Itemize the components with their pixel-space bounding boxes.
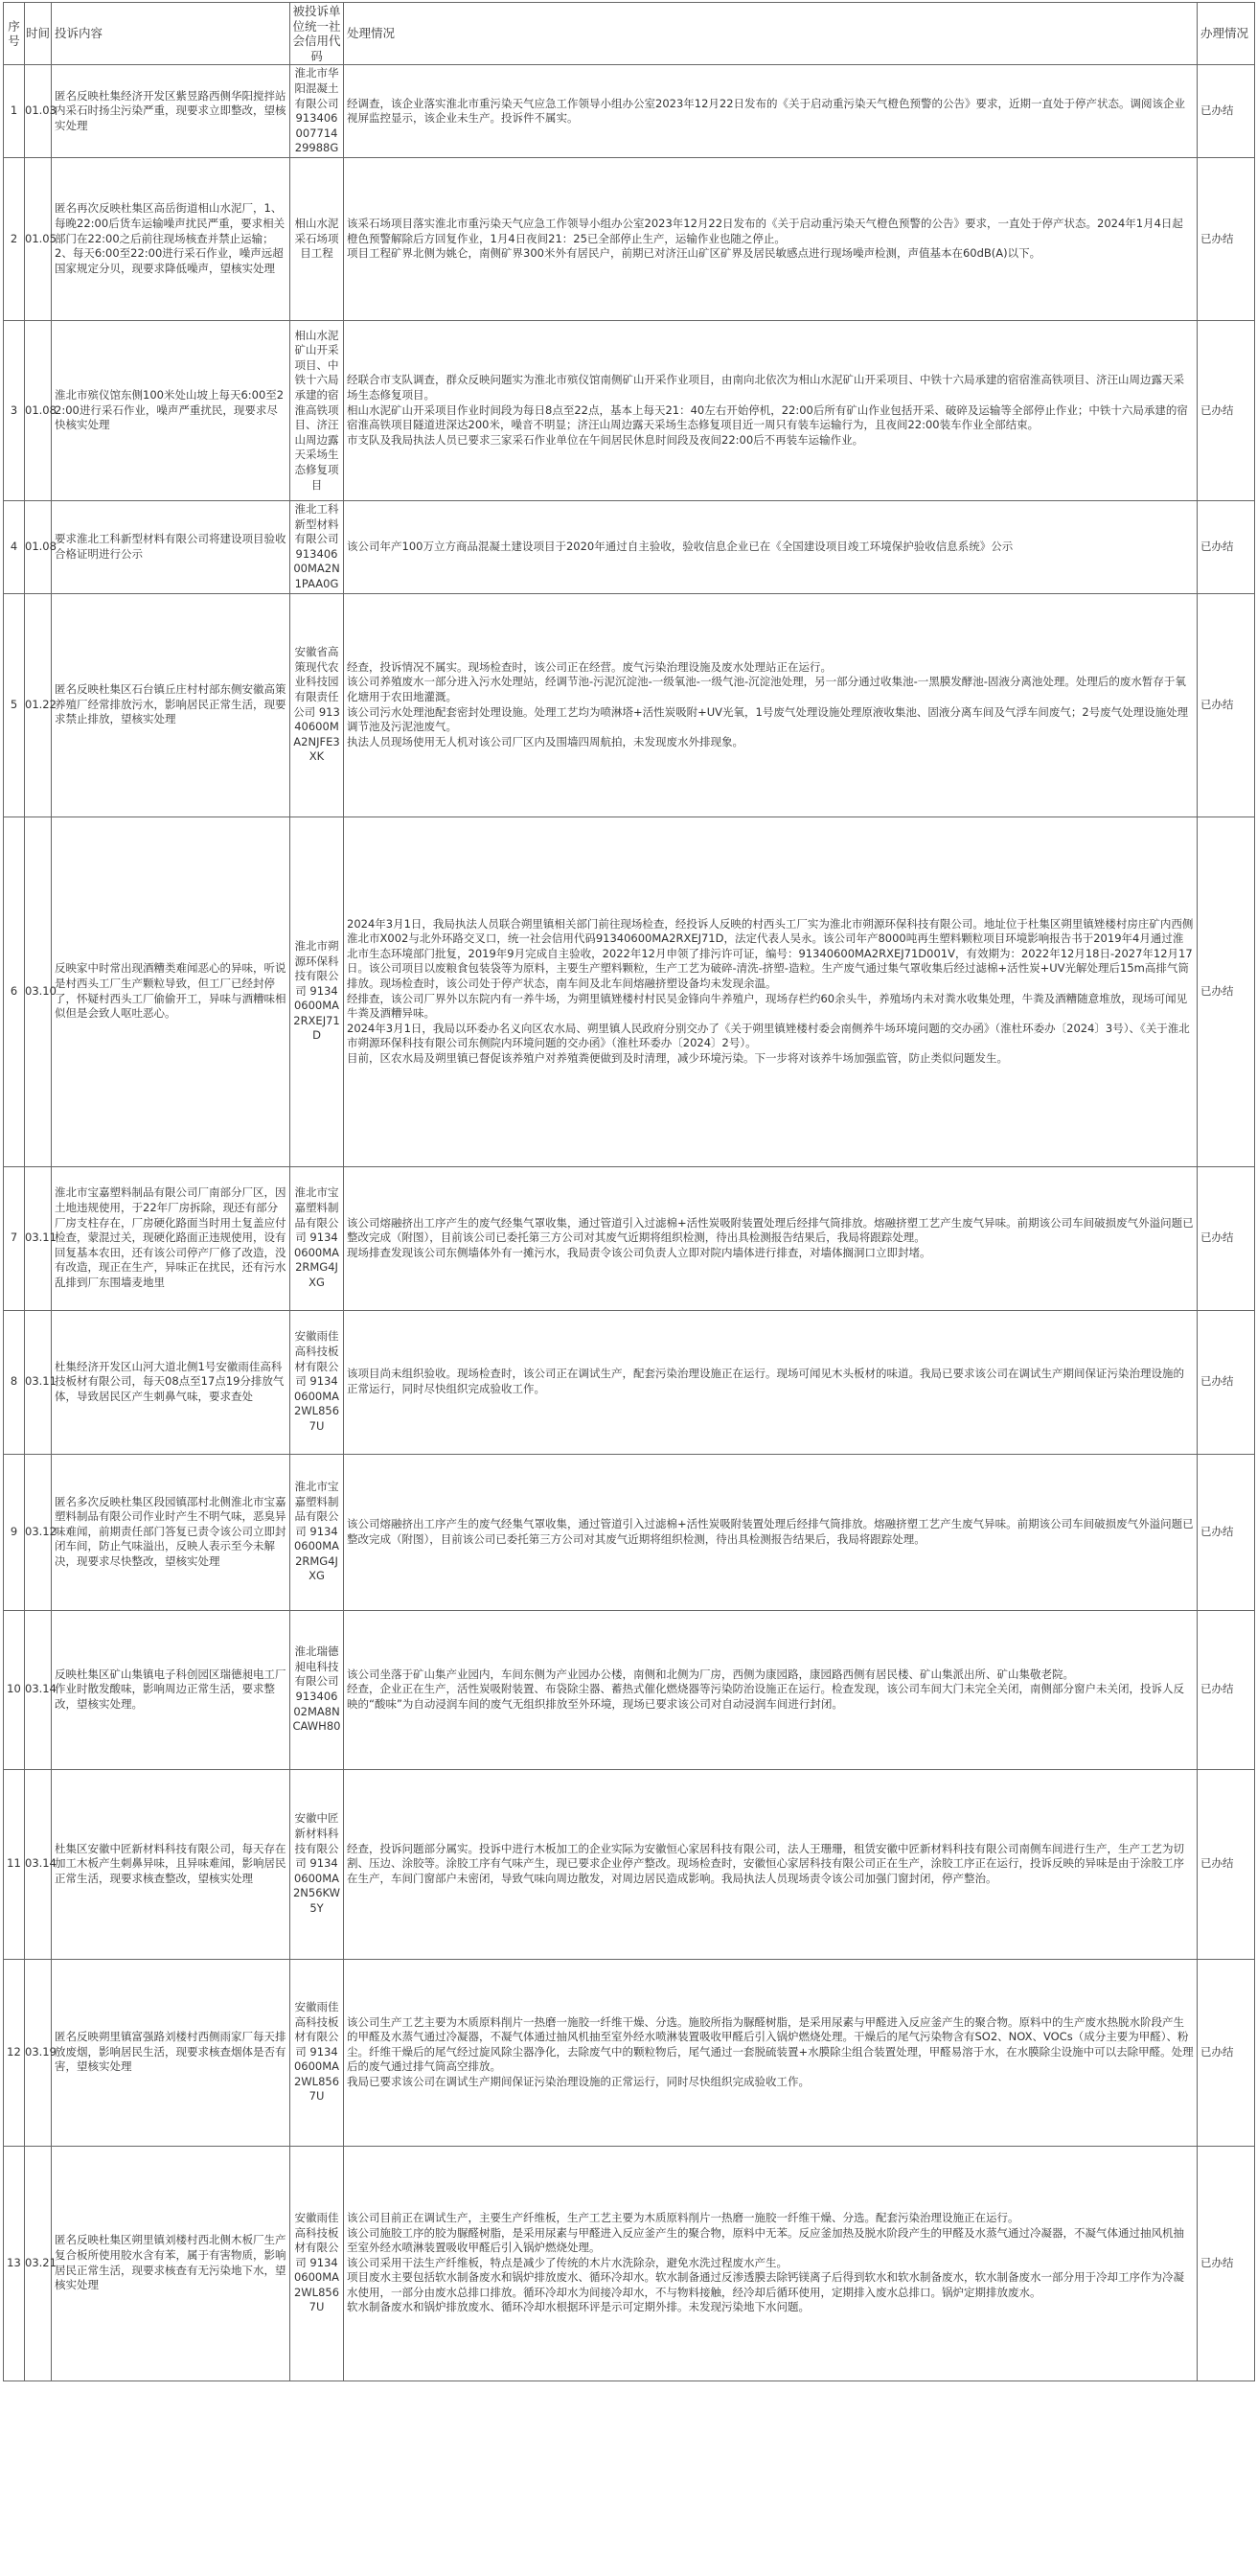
handling-details <box>344 320 1198 500</box>
handling-paragraph: 执法人员现场使用无人机对该公司厂区内及围墙四周航拍，未发现废水外排现象。 <box>347 734 743 748</box>
handling-paragraph: 软水制备废水和锅炉排放废水、循环冷却水根据环评是示可定期外排。未发现污染地下水问题。 <box>347 2300 810 2314</box>
handling-details <box>344 500 1198 593</box>
row-date: 01.05 <box>25 157 52 320</box>
row-date: 03.12 <box>25 1454 52 1610</box>
handling-details <box>344 593 1198 816</box>
status-completed: 已办结 <box>1198 1310 1255 1454</box>
row-date: 01.08 <box>25 500 52 593</box>
status-completed: 已办结 <box>1198 1959 1255 2146</box>
row-number: 8 <box>4 1310 25 1454</box>
handling-paragraph: 该公司目前正在调试生产，主要生产纤维板，生产工艺主要为木质原料削片一热磨一施胶一纤维干燥、分选。配套污染治理设施正在运行。 <box>347 2210 1019 2224</box>
row-number: 5 <box>4 593 25 816</box>
complaint-content: 淮北市殡仪馆东侧100米处山坡上每天6:00至22:00进行采石作业，噪声严重扰民，现要求尽快核实处理 <box>52 320 290 500</box>
table-row <box>4 1310 1255 1454</box>
handling-details <box>344 1610 1198 1769</box>
row-number: 11 <box>4 1769 25 1959</box>
table-row <box>4 65 1255 158</box>
row-number: 12 <box>4 1959 25 2146</box>
complaint-content: 匿名反映杜集区朔里镇刘楼村西北侧木板厂生产复合板所使用胶水含有苯，属于有害物质，影响居民正常生活，现要求核查有无污染地下水，望核实处理 <box>52 2146 290 2380</box>
handling-details <box>344 2146 1198 2380</box>
header-status: 办理情况 <box>1198 3 1255 65</box>
complained-unit: 相山水泥矿山开采项目、中铁十六局承建的宿淮高铁项目、济汪山周边露天采场生态修复项目 <box>290 320 344 500</box>
table-row <box>4 593 1255 816</box>
row-date: 03.10 <box>25 816 52 1166</box>
complained-unit: 淮北瑞德昶电科技有限公司 91340602MA8NCAWH80 <box>290 1610 344 1769</box>
handling-paragraph: 该公司熔融挤出工序产生的废气经集气罩收集，通过管道引入过滤棉+活性炭吸附装置处理后经排气筒排放。熔融挤塑工艺产生废气异味。前期该公司车间破损废气外溢问题已整改完成（附图），目前该公司已委托第三方公司对其废气近期将组织检测，待出具检测报告结果后，我局将跟踪处理。 <box>347 1516 1194 1546</box>
status-completed: 已办结 <box>1198 1610 1255 1769</box>
row-number: 9 <box>4 1454 25 1610</box>
handling-paragraph: 该公司污水处理池配套密封处理设施。处理工艺均为喷淋塔+活性炭吸附+UV光氧，1号废气处理设施处理原液收集池、固液分离车间及气浮车间废气；2号废气处理设施处理调节池及污泥池废气。 <box>347 704 1189 734</box>
row-number: 6 <box>4 816 25 1166</box>
row-date: 03.11 <box>25 1310 52 1454</box>
header-content: 投诉内容 <box>52 3 290 65</box>
row-number: 7 <box>4 1166 25 1310</box>
handling-paragraph: 该采石场项目落实淮北市重污染天气应急工作领导小组办公室2023年12月22日发布的《关于启动重污染天气橙色预警的公告》要求，一直处于停产状态。2024年1月4日起橙色预警解除后方回复作业，1月4日夜间21：25已全部停止生产，运输作业也随之停止。 <box>347 217 1183 245</box>
complained-unit: 安徽雨佳高科技板材有限公司 91340600MA2WL8567U <box>290 1310 344 1454</box>
handling-paragraph: 2024年3月1日，我局以环委办名义向区农水局、朔里镇人民政府分别交办了《关于朔里镇矬楼村委会南侧养牛场环境问题的交办函》（淮杜环委办〔2024〕3号）、《关于淮北市朔源环保科技有限公司东侧院内环境问题的交办函》（淮杜环委办〔2024〕2号）。 <box>347 1021 1190 1050</box>
handling-paragraph: 我局已要求该公司在调试生产期间保证污染治理设施的正常运行，同时尽快组织完成验收工作。 <box>347 2074 810 2088</box>
row-number: 4 <box>4 500 25 593</box>
status-completed: 已办结 <box>1198 816 1255 1166</box>
complaint-content: 反映杜集区矿山集镇电子科创园区瑞德昶电工厂作业时散发酸味，影响周边正常生活，要求整改，望核实处理。 <box>52 1610 290 1769</box>
complained-unit: 安徽雨佳高科技板材有限公司 91340600MA2WL8567U <box>290 2146 344 2380</box>
handling-details <box>344 1454 1198 1610</box>
row-number: 3 <box>4 320 25 500</box>
complained-unit: 淮北工科新型材料有限公司 91340600MA2N1PAA0G <box>290 500 344 593</box>
row-number: 13 <box>4 2146 25 2380</box>
handling-paragraph: 经排查，该公司厂界外以东院内有一养牛场，为朔里镇矬楼村村民吴金锋向牛养殖户，现场存栏约60余头牛，养殖场内未对粪水收集处理，牛粪及酒糟随意堆放，现场可闻见牛粪及酒糟异味。 <box>347 991 1188 1021</box>
table-row <box>4 1166 1255 1310</box>
handling-paragraph: 2024年3月1日，我局执法人员联合朔里镇相关部门前往现场检查，经投诉人反映的村西头工厂实为淮北市朔源环保科技有限公司。地址位于杜集区朔里镇矬楼村房庄矿内西侧淮北市X002与北外环路交叉口，统一社会信用代码91340600MA2RXEJ71D，法定代表人吴永。该公司年产8000吨再生塑料颗粒项目环境影响报告书于2019年4月通过淮北市生态环境部门批复，2019年9月完成自主验收，2022年12月申领了排污许可证，编号：91340600MA2RXEJ71D001V，有效期为：2022年12月18日-2027年12月17日。该公司项目以废粮食包装袋等为原料，主要生产塑料颗粒，生产工艺为破碎-清洗-挤塑-造粒。生产废气通过集气罩收集后经过滤棉+活性炭+UV光解处理后15m高排气筒排放。现场检查时，该公司处于停产状态，南车间及北车间熔融挤塑设备均未发现余温。 <box>347 916 1194 990</box>
complaint-content: 要求淮北工科新型材料有限公司将建设项目验收合格证明进行公示 <box>52 500 290 593</box>
table-row <box>4 2146 1255 2380</box>
handling-paragraph: 该公司施胶工序的胶为脲醛树脂，是采用尿素与甲醛进入反应釜产生的聚合物，原料中无苯。反应釜加热及脱水阶段产生的甲醛及水蒸气通过冷凝器，不凝气体通过抽风机抽至室外经水喷淋装置吸收甲醛后引入锅炉燃烧处理。 <box>347 2225 1184 2255</box>
handling-paragraph: 相山水泥矿山开采项目作业时间段为每日8点至22点，基本上每天21：40左右开始停机，22:00后所有矿山作业包括开采、破碎及运输等全部停止作业；中铁十六局承建的宿宿淮高铁项目隧道进深达200米，噪音不明显；济汪山周边露天采场生态修复项目近一周只有装车运输行为，且夜间22:00装车作业全部结束。 <box>347 402 1188 432</box>
handling-paragraph: 经查，企业正在生产，活性炭吸附装置、布袋除尘器、蓄热式催化燃烧器等污染防治设施正在运行。检查发现，该公司车间大门未完全关闭，南侧部分窗户未关闭，投诉人反映的“酸味”为自动浸润车间的废气无组织排放至外环境，现场已要求该公司对自动浸润车间进行封闭。 <box>347 1682 1184 1711</box>
complaint-content: 匿名多次反映杜集区段园镇邵村北侧淮北市宝嘉塑料制品有限公司作业时产生不明气味，恶臭异味难闻，前期责任部门答复已责令该公司立即封闭车间，防止气味溢出，反映人表示至今未解决，现要求尽快整改，望核实处理 <box>52 1454 290 1610</box>
row-date: 03.14 <box>25 1610 52 1769</box>
complained-unit: 安徽省高策现代农业科技园有限责任公司 91340600MA2NJFE3XK <box>290 593 344 816</box>
handling-details <box>344 157 1198 320</box>
status-completed: 已办结 <box>1198 2146 1255 2380</box>
complaint-content: 杜集经济开发区山河大道北侧1号安徽雨佳高科技板材有限公司，每天08点至17点19分排放气体，导致居民区产生刺鼻气味，要求查处 <box>52 1310 290 1454</box>
table-row <box>4 320 1255 500</box>
table-row <box>4 816 1255 1166</box>
handling-details <box>344 1769 1198 1959</box>
handling-details <box>344 1166 1198 1310</box>
complaint-content: 匿名反映杜集区石台镇丘庄村村部东侧安徽高策养殖厂经常排放污水，影响居民正常生活，现要求禁止排放，望核实处理 <box>52 593 290 816</box>
handling-paragraph: 目前，区农水局及朔里镇已督促该养殖户对养殖粪便做到及时清理，减少环境污染。下一步将对该养牛场加强监管，防止类似问题发生。 <box>347 1050 1008 1065</box>
row-date: 03.21 <box>25 2146 52 2380</box>
complaint-content: 杜集区安徽中匠新材料科技有限公司，每天存在加工木板产生刺鼻异味，且异味难闻，影响居民正常生活，现要求核查整改，望核实处理 <box>52 1769 290 1959</box>
complained-unit: 安徽雨佳高科技板材有限公司 91340600MA2WL8567U <box>290 1959 344 2146</box>
row-date: 01.22 <box>25 593 52 816</box>
status-completed: 已办结 <box>1198 500 1255 593</box>
complaint-content: 匿名反映朔里镇富强路刘楼村西侧雨家厂每天排放废烟，影响居民生活，现要求核查烟体是否有害，望核实处理 <box>52 1959 290 2146</box>
table-row <box>4 1769 1255 1959</box>
status-completed: 已办结 <box>1198 593 1255 816</box>
table-row <box>4 500 1255 593</box>
complaint-content: 淮北市宝嘉塑料制品有限公司厂南部分厂区，因土地违规使用，于22年厂房拆除，现还有部分厂房支柱存在，厂房硬化路面当时用土复盖应付检查，蒙混过关，现硬化路面正违规使用，设有回复基本农田，还有该公司停产厂修了改造，没有改造，现正在生产，异味正在扰民，还有污水乱排到厂东围墙麦地里 <box>52 1166 290 1310</box>
handling-paragraph: 该公司采用干法生产纤维板，特点是减少了传统的木片水洗除杂，避免水洗过程废水产生。 <box>347 2255 788 2269</box>
header-no: 序号 <box>4 3 25 65</box>
handling-paragraph: 该公司坐落于矿山集产业园内，车间东侧为产业园办公楼，南侧和北侧为厂房，西侧为康园路，康园路西侧有居民楼、矿山集派出所、矿山集敬老院。 <box>347 1667 1074 1681</box>
handling-details <box>344 816 1198 1166</box>
handling-paragraph: 项目废水主要包括软水制备废水和锅炉排放废水、循环冷却水。软水制备通过反渗透膜去除钙镁离子后得到软水和软水制备废水，软水制备废水一部分用于冷却工序作为冷凝水使用，一部分由废水总排口排放。循环冷却水为间接冷却水，不与物料接触，经冷却后循环使用，定期排入废水总排口。锅炉定期排放废水。 <box>347 2270 1184 2299</box>
row-date: 03.19 <box>25 1959 52 2146</box>
handling-paragraph: 该公司年产100万立方商品混凝土建设项目于2020年通过自主验收，验收信息企业已在《全国建设项目竣工环境保护验收信息系统》公示 <box>347 539 1014 553</box>
handling-paragraph: 该公司熔融挤出工序产生的废气经集气罩收集，通过管道引入过滤棉+活性炭吸附装置处理后经排气筒排放。熔融挤塑工艺产生废气异味。前期该公司车间破损废气外溢问题已整改完成（附图），目前该公司已委托第三方公司对其废气近期将组织检测，待出具检测报告结果后，我局将跟踪处理。 <box>347 1215 1194 1245</box>
row-date: 01.03 <box>25 65 52 158</box>
handling-paragraph: 该公司生产工艺主要为木质原料削片一热磨一施胶一纤维干燥、分选。施胶所指为脲醛树脂，是采用尿素与甲醛进入反应釜产生的聚合物。原料中的生产废水热脱水阶段产生的甲醛及水蒸气通过冷凝器，不凝气体通过抽风机抽至室外经水喷淋装置吸收甲醛后引入锅炉燃烧处理。干燥后的尾气污染物含有SO2、NOX、VOCs（成分主要为甲醛）、粉尘。纤维干燥后的尾气经过旋风除尘器净化，去除废气中的颗粒物后，尾气通过一套脱硫装置+水膜除尘组合装置处理，甲醛易溶于水，在水膜除尘设施中可以去除甲醛。处理后的废气通过排气筒高空排放。 <box>347 2014 1194 2074</box>
handling-paragraph: 该公司养殖废水一部分进入污水处理站，经调节池-污泥沉淀池-一级氧池-一级气池-沉淀池处理，另一部分通过收集池-一黑膜发酵池-固液分离池处理。处理后的废水暂存于氧化塘用于农田地灌溉。 <box>347 675 1186 703</box>
table-row <box>4 157 1255 320</box>
handling-paragraph: 市支队及我局执法人员已要求三家采石作业单位在午间居民休息时间段及夜间22:00后不再装车运输作业。 <box>347 432 864 447</box>
row-date: 03.11 <box>25 1166 52 1310</box>
header-row <box>4 3 1255 65</box>
complaint-content: 匿名反映杜集经济开发区紫昱路西侧华阳搅拌站内采石时扬尘污染严重，现要求立即整改，望核实处理 <box>52 65 290 158</box>
complained-unit: 淮北市朔源环保科技有限公司 91340600MA2RXEJ71D <box>290 816 344 1166</box>
handling-details <box>344 1959 1198 2146</box>
table-body <box>4 65 1255 2380</box>
complained-unit: 淮北市宝嘉塑料制品有限公司 91340600MA2RMG4JXG <box>290 1454 344 1610</box>
table-row <box>4 1610 1255 1769</box>
status-completed: 已办结 <box>1198 65 1255 158</box>
complained-unit: 相山水泥采石场项目工程 <box>290 157 344 320</box>
handling-paragraph: 项目工程矿界北侧为姚仑，南侧矿界300米外有居民户，前期已对济汪山矿区矿界及居民敏感点进行现场噪声检测，声值基本在60dB(A)以下。 <box>347 246 1041 261</box>
handling-paragraph: 经联合市支队调查，群众反映问题实为淮北市殡仪馆南侧矿山开采作业项目，由南向北依次为相山水泥矿山开采项目、中铁十六局承建的宿宿淮高铁项目、济汪山周边露天采场生态修复项目。 <box>347 373 1184 402</box>
handling-paragraph: 现场排查发现该公司东侧墙体外有一摊污水，我局责令该公司负责人立即对院内墙体进行排查，对墙体搁洞口立即封堵。 <box>347 1245 931 1259</box>
complained-unit: 安徽中匠新材料科技有限公司 91340600MA2N56KW5Y <box>290 1769 344 1959</box>
handling-details <box>344 65 1198 158</box>
complaint-content: 反映家中时常出现酒糟类难闻恶心的异味，听说是村西头工厂生产颗粒导致，但工厂已经封停了，怀疑村西头工厂偷偷开工，异味与酒糟味相似但是会致人呕吐恶心。 <box>52 816 290 1166</box>
handling-paragraph: 经查，投诉问题部分属实。投诉中进行木板加工的企业实际为安徽恒心家居科技有限公司，法人王珊珊，租赁安徽中匠新材料科技有限公司南侧车间进行生产，生产工艺为切割、压边、涂胶等。涂胶工序有气味产生，现已要求企业停产整改。现场检查时，安徽恒心家居科技有限公司正在生产，涂胶工序正在运行，投诉反映的异味是由于涂胶工序在生产，车间门窗部户未密闭，导致气味向周边散发，对周边居民造成影响。我局执法人员现场责令该公司加强门窗封闭，停产整治。 <box>347 1841 1184 1885</box>
status-completed: 已办结 <box>1198 1769 1255 1959</box>
row-date: 01.08 <box>25 320 52 500</box>
complaint-content: 匿名再次反映杜集区高岳街道相山水泥厂，1、每晚22:00后货车运输噪声扰民严重，要求相关部门在22:00之后前往现场核查并禁止运输；2、每天6:00至22:00进行采石作业，噪声远超国家规定分贝，现要求降低噪声，望核实处理 <box>52 157 290 320</box>
handling-paragraph: 经查，投诉情况不属实。现场检查时，该公司正在经营。废气污染治理设施及废水处理站正在运行。 <box>347 659 832 674</box>
complaint-table <box>3 2 1255 2381</box>
handling-paragraph: 该项目尚未组织验收。现场检查时，该公司正在调试生产，配套污染治理设施正在运行。现场可闻见木头板材的味道。我局已要求该公司在调试生产期间保证污染治理设施的正常运行，同时尽快组织完成验收工作。 <box>347 1367 1184 1395</box>
handling-details <box>344 1310 1198 1454</box>
row-date: 03.14 <box>25 1769 52 1959</box>
status-completed: 已办结 <box>1198 1166 1255 1310</box>
header-handling: 处理情况 <box>344 3 1198 65</box>
status-completed: 已办结 <box>1198 157 1255 320</box>
handling-paragraph: 经调查，该企业落实淮北市重污染天气应急工作领导小组办公室2023年12月22日发布的《关于启动重污染天气橙色预警的公告》要求，近期一直处于停产状态。调阅该企业视屏监控显示，该企业未生产。投诉件不属实。 <box>347 96 1186 126</box>
header-unit: 被投诉单位统一社会信用代码 <box>290 3 344 65</box>
row-number: 2 <box>4 157 25 320</box>
table-row <box>4 1959 1255 2146</box>
table-row <box>4 1454 1255 1610</box>
row-number: 1 <box>4 65 25 158</box>
complained-unit: 淮北市宝嘉塑料制品有限公司 91340600MA2RMG4JXG <box>290 1166 344 1310</box>
status-completed: 已办结 <box>1198 1454 1255 1610</box>
header-date: 时间 <box>25 3 52 65</box>
row-number: 10 <box>4 1610 25 1769</box>
status-completed: 已办结 <box>1198 320 1255 500</box>
complained-unit: 淮北市华阳混凝土有限公司 91340600771429988G <box>290 65 344 158</box>
